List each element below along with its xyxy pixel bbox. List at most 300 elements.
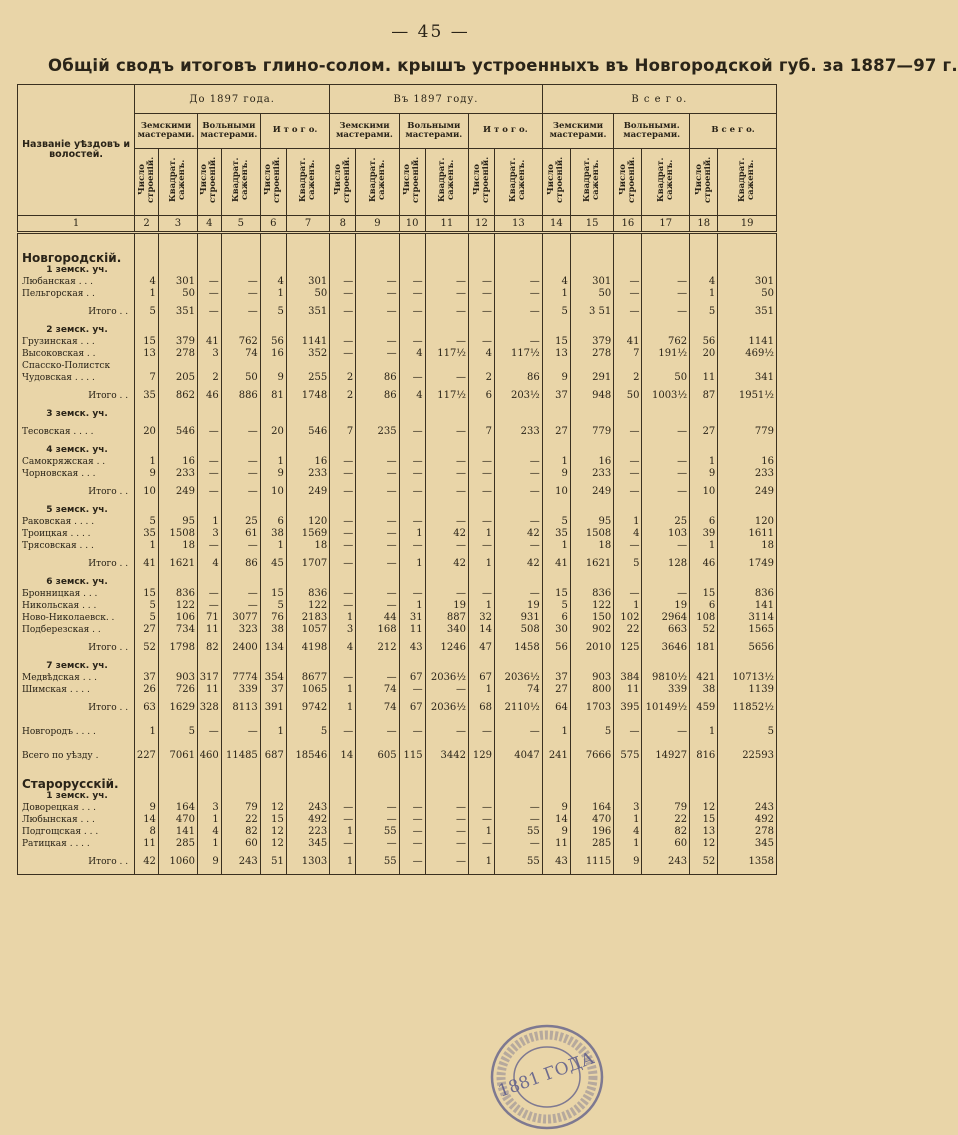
table-cell bbox=[260, 576, 286, 588]
table-cell: 39 bbox=[690, 528, 718, 540]
table-cell: 4 bbox=[614, 826, 642, 838]
table-cell: 103 bbox=[642, 528, 690, 540]
table-cell: 18 bbox=[718, 540, 777, 552]
table-cell: 887 bbox=[425, 612, 468, 624]
table-cell bbox=[425, 264, 468, 276]
table-cell: 7 bbox=[135, 372, 159, 384]
table-cell: — bbox=[330, 528, 356, 540]
table-cell bbox=[356, 768, 399, 790]
header-count-col: Число строеній. bbox=[135, 149, 159, 216]
table-cell: — bbox=[425, 540, 468, 552]
table-cell bbox=[135, 408, 159, 420]
table-cell bbox=[690, 576, 718, 588]
table-cell: 42 bbox=[425, 552, 468, 576]
table-cell bbox=[221, 504, 260, 516]
table-cell: 15 bbox=[260, 814, 286, 826]
table-cell: 379 bbox=[158, 336, 197, 348]
table-cell: 12 bbox=[260, 826, 286, 838]
table-cell: 11 bbox=[197, 624, 221, 636]
table-cell: 1 bbox=[330, 850, 356, 875]
table-cell bbox=[260, 660, 286, 672]
table-cell: — bbox=[642, 720, 690, 744]
table-cell: 164 bbox=[570, 802, 613, 814]
table-cell: 2036½ bbox=[425, 696, 468, 720]
table-cell: 102 bbox=[614, 612, 642, 624]
table-cell: — bbox=[425, 826, 468, 838]
table-cell: 301 bbox=[718, 276, 777, 288]
table-cell bbox=[542, 242, 570, 264]
table-cell: 15 bbox=[690, 814, 718, 826]
table-cell: — bbox=[221, 456, 260, 468]
row-label: Итого . . bbox=[18, 300, 135, 324]
table-cell: 60 bbox=[642, 838, 690, 850]
table-cell: — bbox=[495, 588, 543, 600]
summary-table bbox=[17, 84, 777, 875]
table-cell: — bbox=[642, 540, 690, 552]
table-cell: — bbox=[469, 300, 495, 324]
table-cell: — bbox=[425, 720, 468, 744]
row-label: Подберезская . . bbox=[18, 624, 135, 636]
column-number: 16 bbox=[614, 215, 642, 232]
table-cell: 339 bbox=[642, 684, 690, 696]
table-cell bbox=[614, 324, 642, 336]
table-cell: — bbox=[356, 468, 399, 480]
table-cell: — bbox=[221, 276, 260, 288]
table-cell bbox=[158, 324, 197, 336]
table-cell: 60 bbox=[221, 838, 260, 850]
table-cell: 233 bbox=[495, 420, 543, 444]
table-cell bbox=[469, 408, 495, 420]
table-cell: 15 bbox=[690, 588, 718, 600]
table-cell: 32 bbox=[469, 612, 495, 624]
header-area-col: Квадрат. саженъ. bbox=[718, 149, 777, 216]
table-cell: 931 bbox=[495, 612, 543, 624]
table-cell bbox=[135, 444, 159, 456]
column-number: 7 bbox=[286, 215, 329, 232]
table-cell: — bbox=[399, 468, 425, 480]
table-cell: 11852½ bbox=[718, 696, 777, 720]
table-cell: 4 bbox=[399, 384, 425, 408]
table-cell: — bbox=[614, 288, 642, 300]
table-cell bbox=[260, 264, 286, 276]
table-cell: — bbox=[221, 480, 260, 504]
table-cell bbox=[425, 242, 468, 264]
page-number: — 45 — bbox=[391, 22, 470, 42]
table-cell bbox=[221, 324, 260, 336]
table-cell: 278 bbox=[158, 348, 197, 360]
table-cell: 1 bbox=[614, 838, 642, 850]
table-cell: — bbox=[425, 456, 468, 468]
table-cell: 9 bbox=[260, 372, 286, 384]
table-cell: 4 bbox=[399, 348, 425, 360]
column-number: 11 bbox=[425, 215, 468, 232]
table-cell: 5 bbox=[135, 300, 159, 324]
table-cell: — bbox=[399, 588, 425, 600]
table-cell bbox=[260, 504, 286, 516]
table-cell: 20 bbox=[690, 348, 718, 360]
table-cell: — bbox=[469, 336, 495, 348]
table-cell: 10149½ bbox=[642, 696, 690, 720]
table-cell: 117½ bbox=[495, 348, 543, 360]
table-cell: 1 bbox=[469, 850, 495, 875]
table-cell: — bbox=[469, 480, 495, 504]
table-cell bbox=[642, 242, 690, 264]
table-cell: 1 bbox=[260, 720, 286, 744]
table-cell: — bbox=[197, 540, 221, 552]
table-cell: — bbox=[399, 540, 425, 552]
table-cell: 87 bbox=[690, 384, 718, 408]
table-cell: 37 bbox=[542, 384, 570, 408]
table-cell: 19 bbox=[425, 600, 468, 612]
table-cell: 1139 bbox=[718, 684, 777, 696]
table-cell bbox=[718, 264, 777, 276]
section-heading-row bbox=[18, 660, 777, 672]
table-cell: — bbox=[399, 276, 425, 288]
table-cell: 38 bbox=[260, 624, 286, 636]
table-cell: — bbox=[425, 838, 468, 850]
table-cell bbox=[690, 660, 718, 672]
table-cell: 255 bbox=[286, 372, 329, 384]
table-cell: — bbox=[495, 802, 543, 814]
table-cell bbox=[469, 324, 495, 336]
row-label: Чудовская . . . . bbox=[18, 372, 135, 384]
table-cell: — bbox=[356, 552, 399, 576]
table-cell bbox=[197, 768, 221, 790]
table-cell: 15 bbox=[260, 588, 286, 600]
table-cell: 2 bbox=[197, 372, 221, 384]
section-heading-row bbox=[18, 504, 777, 516]
table-cell: 9810½ bbox=[642, 672, 690, 684]
table-cell: 35 bbox=[135, 384, 159, 408]
table-cell: 233 bbox=[286, 468, 329, 480]
table-cell: 243 bbox=[718, 802, 777, 814]
table-cell bbox=[330, 408, 356, 420]
table-cell: 27 bbox=[690, 420, 718, 444]
header-count-col: Число строеній. bbox=[197, 149, 221, 216]
table-cell: 5 bbox=[690, 300, 718, 324]
table-cell: — bbox=[469, 540, 495, 552]
table-cell: 470 bbox=[158, 814, 197, 826]
table-cell: 1629 bbox=[158, 696, 197, 720]
table-cell: — bbox=[495, 300, 543, 324]
table-cell: — bbox=[399, 850, 425, 875]
column-number: 9 bbox=[356, 215, 399, 232]
table-cell bbox=[570, 264, 613, 276]
table-cell: 7 bbox=[330, 420, 356, 444]
table-cell: — bbox=[614, 540, 642, 552]
table-cell: 42 bbox=[135, 850, 159, 875]
table-cell: — bbox=[642, 276, 690, 288]
table-cell: — bbox=[330, 802, 356, 814]
table-cell: 1 bbox=[542, 288, 570, 300]
table-cell bbox=[260, 768, 286, 790]
table-cell: 4 bbox=[690, 276, 718, 288]
table-cell: 227 bbox=[135, 744, 159, 768]
table-cell: 168 bbox=[356, 624, 399, 636]
table-cell bbox=[614, 264, 642, 276]
table-cell: 762 bbox=[221, 336, 260, 348]
table-cell bbox=[570, 790, 613, 802]
table-cell: 903 bbox=[570, 672, 613, 684]
table-cell: 9 bbox=[542, 372, 570, 384]
table-cell bbox=[570, 242, 613, 264]
table-cell: 233 bbox=[570, 468, 613, 480]
table-cell bbox=[221, 360, 260, 372]
table-cell: 2036½ bbox=[495, 672, 543, 684]
table-cell: 1 bbox=[469, 552, 495, 576]
table-cell bbox=[286, 790, 329, 802]
table-cell: 9742 bbox=[286, 696, 329, 720]
table-cell bbox=[718, 324, 777, 336]
table-cell bbox=[495, 360, 543, 372]
table-cell: — bbox=[495, 288, 543, 300]
column-number: 6 bbox=[260, 215, 286, 232]
table-cell bbox=[718, 242, 777, 264]
table-cell: 56 bbox=[542, 636, 570, 660]
table-cell bbox=[158, 660, 197, 672]
table-cell bbox=[221, 264, 260, 276]
table-cell: 20 bbox=[260, 420, 286, 444]
table-cell: 4 bbox=[469, 348, 495, 360]
table-cell bbox=[197, 324, 221, 336]
table-cell: 605 bbox=[356, 744, 399, 768]
table-cell: — bbox=[642, 588, 690, 600]
table-cell: — bbox=[495, 838, 543, 850]
table-cell: 469½ bbox=[718, 348, 777, 360]
table-cell bbox=[469, 264, 495, 276]
table-cell bbox=[135, 790, 159, 802]
table-cell: 11 bbox=[690, 372, 718, 384]
table-cell: 11 bbox=[135, 838, 159, 850]
table-cell: — bbox=[469, 802, 495, 814]
table-cell: — bbox=[197, 720, 221, 744]
table-cell bbox=[330, 242, 356, 264]
table-cell: 2 bbox=[330, 384, 356, 408]
table-cell: 67 bbox=[399, 672, 425, 684]
table-cell: 5 bbox=[158, 720, 197, 744]
column-number: 18 bbox=[690, 215, 718, 232]
row-label: Любынская . . . bbox=[18, 814, 135, 826]
table-cell: 212 bbox=[356, 636, 399, 660]
row-label: 7 земск. уч. bbox=[18, 660, 135, 672]
table-cell: — bbox=[399, 372, 425, 384]
header-area-col: Квадрат. саженъ. bbox=[642, 149, 690, 216]
header-group: Вольными. мастерами. bbox=[614, 114, 690, 149]
row-label: Грузинская . . . bbox=[18, 336, 135, 348]
column-number: 14 bbox=[542, 215, 570, 232]
table-cell: 35 bbox=[135, 528, 159, 540]
table-cell bbox=[570, 576, 613, 588]
table-cell: 86 bbox=[356, 372, 399, 384]
table-cell: 3 bbox=[197, 802, 221, 814]
row-label: Старорусскій. bbox=[18, 768, 135, 790]
table-cell: — bbox=[425, 276, 468, 288]
table-cell: 5656 bbox=[718, 636, 777, 660]
row-label: Новгородъ . . . . bbox=[18, 720, 135, 744]
table-cell: 1057 bbox=[286, 624, 329, 636]
table-cell: — bbox=[330, 720, 356, 744]
table-cell: 5 bbox=[570, 720, 613, 744]
header-area-col: Квадрат. саженъ. bbox=[425, 149, 468, 216]
table-cell: 1508 bbox=[570, 528, 613, 540]
table-cell: 1 bbox=[469, 826, 495, 838]
table-cell: — bbox=[356, 288, 399, 300]
table-cell bbox=[642, 576, 690, 588]
table-cell: 46 bbox=[197, 384, 221, 408]
table-cell bbox=[425, 768, 468, 790]
table-cell: 74 bbox=[495, 684, 543, 696]
table-cell: 734 bbox=[158, 624, 197, 636]
header-area-col: Квадрат. саженъ. bbox=[495, 149, 543, 216]
table-cell: 14 bbox=[135, 814, 159, 826]
header-count-col: Число строеній. bbox=[614, 149, 642, 216]
table-cell: 1 bbox=[197, 838, 221, 850]
table-cell: 41 bbox=[542, 552, 570, 576]
table-cell: 9 bbox=[542, 802, 570, 814]
table-cell: 2400 bbox=[221, 636, 260, 660]
total-row bbox=[18, 744, 777, 768]
table-cell bbox=[330, 444, 356, 456]
table-cell: 340 bbox=[425, 624, 468, 636]
table-cell: 317 bbox=[197, 672, 221, 684]
table-cell: 10 bbox=[542, 480, 570, 504]
table-cell: 233 bbox=[718, 468, 777, 480]
table-cell: 223 bbox=[286, 826, 329, 838]
table-cell: 141 bbox=[718, 600, 777, 612]
table-cell: 6 bbox=[260, 516, 286, 528]
table-cell: 4 bbox=[542, 276, 570, 288]
table-cell: 1 bbox=[399, 600, 425, 612]
table-cell: 4 bbox=[260, 276, 286, 288]
table-cell: 1141 bbox=[286, 336, 329, 348]
table-cell bbox=[330, 660, 356, 672]
table-cell: 862 bbox=[158, 384, 197, 408]
table-cell bbox=[570, 660, 613, 672]
table-cell: 16 bbox=[260, 348, 286, 360]
table-row bbox=[18, 348, 777, 360]
table-cell: 1 bbox=[690, 540, 718, 552]
page-title: Общій сводъ итоговъ глино-солом. крышъ устроенныхъ въ Новгородской губ. за 1887—97 г. bbox=[48, 56, 958, 75]
table-cell bbox=[356, 242, 399, 264]
table-cell: — bbox=[425, 480, 468, 504]
table-cell: — bbox=[425, 300, 468, 324]
table-cell: — bbox=[642, 300, 690, 324]
row-label: Ново-Николаевск. . bbox=[18, 612, 135, 624]
table-cell: 1065 bbox=[286, 684, 329, 696]
table-cell: — bbox=[197, 588, 221, 600]
table-cell: 9 bbox=[542, 468, 570, 480]
table-cell bbox=[570, 768, 613, 790]
table-cell bbox=[286, 444, 329, 456]
table-cell: 379 bbox=[570, 336, 613, 348]
table-cell: 1707 bbox=[286, 552, 329, 576]
table-cell: 836 bbox=[158, 588, 197, 600]
table-cell bbox=[221, 790, 260, 802]
table-cell: 886 bbox=[221, 384, 260, 408]
table-cell: 74 bbox=[356, 696, 399, 720]
table-cell bbox=[642, 660, 690, 672]
table-cell bbox=[135, 324, 159, 336]
column-number: 10 bbox=[399, 215, 425, 232]
table-cell: — bbox=[399, 802, 425, 814]
table-cell: 323 bbox=[221, 624, 260, 636]
table-cell: 836 bbox=[570, 588, 613, 600]
table-cell: — bbox=[399, 456, 425, 468]
row-label: 1 земск. уч. bbox=[18, 264, 135, 276]
table-cell: — bbox=[330, 276, 356, 288]
table-cell: — bbox=[356, 802, 399, 814]
table-cell: 10 bbox=[260, 480, 286, 504]
row-label: Ратицкая . . . . bbox=[18, 838, 135, 850]
table-cell: 546 bbox=[158, 420, 197, 444]
table-row bbox=[18, 528, 777, 540]
table-cell bbox=[356, 504, 399, 516]
row-label: Тесовская . . . . bbox=[18, 420, 135, 444]
table-cell: 5 bbox=[286, 720, 329, 744]
table-cell bbox=[356, 324, 399, 336]
table-row bbox=[18, 684, 777, 696]
table-cell: 10 bbox=[135, 480, 159, 504]
table-cell: 5 bbox=[135, 516, 159, 528]
table-cell: — bbox=[330, 336, 356, 348]
table-cell: 1621 bbox=[158, 552, 197, 576]
table-cell: 903 bbox=[158, 672, 197, 684]
table-cell bbox=[260, 360, 286, 372]
table-cell: 47 bbox=[469, 636, 495, 660]
table-cell: 20 bbox=[135, 420, 159, 444]
table-cell bbox=[286, 408, 329, 420]
table-cell: — bbox=[356, 336, 399, 348]
table-cell: — bbox=[330, 516, 356, 528]
table-cell: 1565 bbox=[718, 624, 777, 636]
table-cell bbox=[158, 360, 197, 372]
table-cell: — bbox=[330, 588, 356, 600]
table-cell: 7061 bbox=[158, 744, 197, 768]
table-cell: 63 bbox=[135, 696, 159, 720]
table-cell: 249 bbox=[158, 480, 197, 504]
table-cell: 492 bbox=[286, 814, 329, 826]
table-cell: 55 bbox=[356, 826, 399, 838]
table-cell bbox=[330, 264, 356, 276]
header-area-col: Квадрат. саженъ. bbox=[570, 149, 613, 216]
table-cell: 27 bbox=[542, 420, 570, 444]
table-cell: 249 bbox=[570, 480, 613, 504]
table-cell bbox=[425, 360, 468, 372]
table-cell bbox=[399, 576, 425, 588]
table-cell: 134 bbox=[260, 636, 286, 660]
table-cell: — bbox=[356, 276, 399, 288]
table-cell: 1621 bbox=[570, 552, 613, 576]
table-cell: 1003½ bbox=[642, 384, 690, 408]
table-cell bbox=[425, 660, 468, 672]
table-cell: 13 bbox=[690, 826, 718, 838]
table-cell bbox=[135, 360, 159, 372]
table-cell: 196 bbox=[570, 826, 613, 838]
header-group: В с е г о. bbox=[690, 114, 777, 149]
table-cell bbox=[286, 660, 329, 672]
table-cell: — bbox=[425, 814, 468, 826]
table-cell bbox=[260, 790, 286, 802]
table-row bbox=[18, 814, 777, 826]
table-cell: 3 bbox=[330, 624, 356, 636]
table-cell: 948 bbox=[570, 384, 613, 408]
header-period-before: До 1897 года. bbox=[135, 85, 330, 114]
table-cell bbox=[399, 242, 425, 264]
table-cell: 11485 bbox=[221, 744, 260, 768]
table-cell bbox=[286, 360, 329, 372]
table-cell: — bbox=[330, 600, 356, 612]
table-row bbox=[18, 612, 777, 624]
